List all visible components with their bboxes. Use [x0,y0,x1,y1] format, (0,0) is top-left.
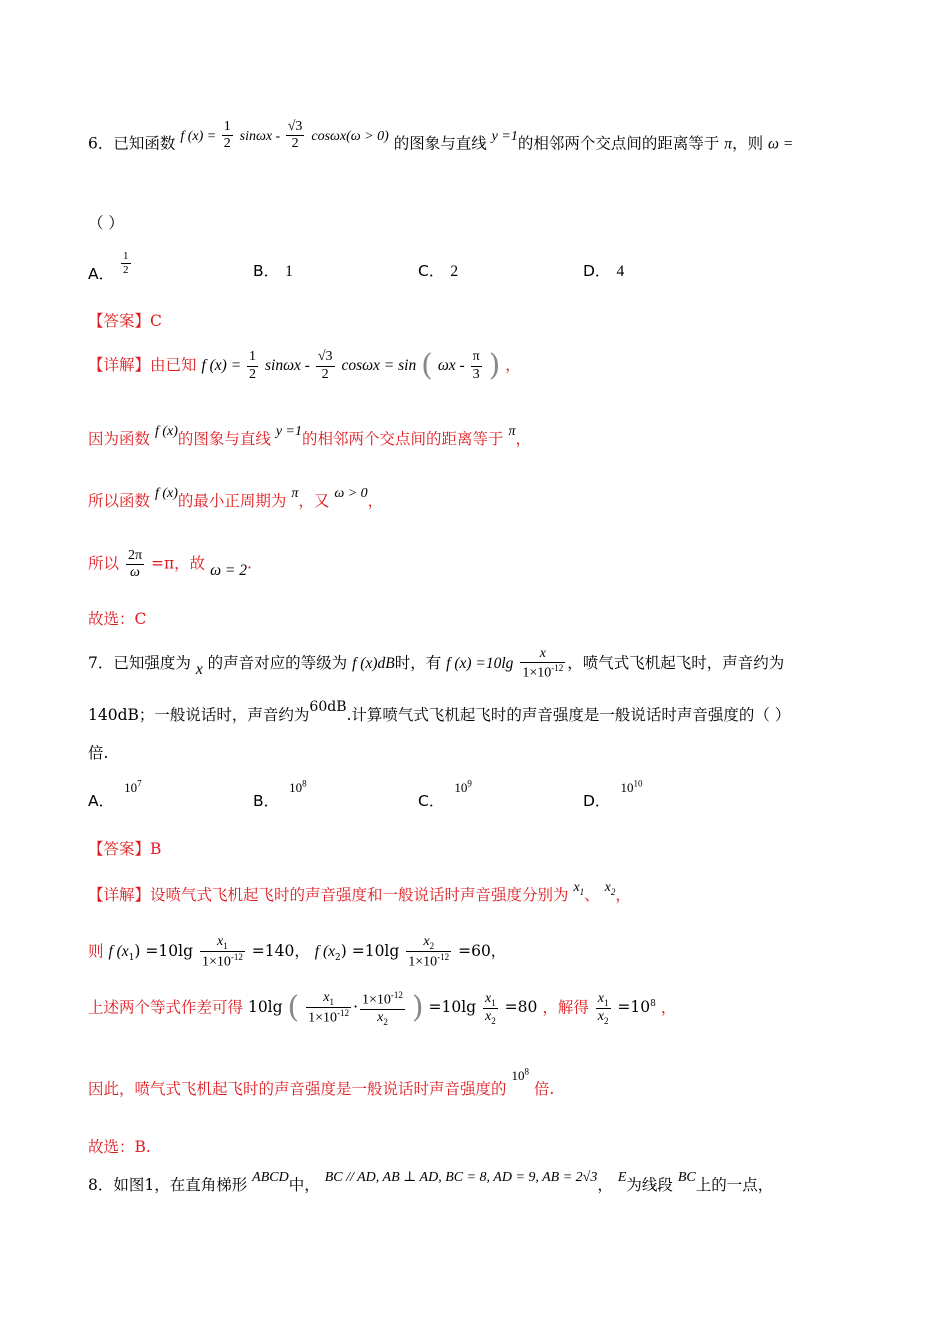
q6-choose: 故选：C [88,610,147,628]
q6-option-b[interactable]: B． 1 [253,262,293,280]
q6-stem [88,119,794,161]
q6-text4: ，则 [732,134,764,153]
q7-stem-3: 倍. [88,744,109,762]
q6-option-c[interactable]: C． 2 [418,262,459,280]
q6-func: f (x) = [180,128,220,144]
q6-answer: 【答案】C [88,312,162,330]
q6-omega-eq: ω = [768,135,794,153]
q7-detail-2: 则 f $(x_1) =10\lg$ $\frac{x_1}{1\times 10^{-12}}$ =140， f $(x_2) =10\lg$ $\frac{x_2}{1\times 10^{-12}}$ =60， [88,934,507,970]
q6-text2: 的图象与直线 [393,134,487,153]
q6-detail-3: 所以函数 f (x)的最小正周期为 π，又 ω > 0， [88,486,384,510]
q7-option-b[interactable]: B．$^{10^8}$ [253,778,307,810]
q7-answer: 【答案】B [88,840,162,858]
q6-options [88,250,788,292]
q6-detail-2: 因为函数 f (x)的图象与直线 y =1的相邻两个交点间的距离等于 π， [88,424,531,448]
q8-stem-1: 8．如图1，在直角梯形 ABCD中， BC // AD, AB ⊥ AD, BC = 8, AD = 9, AB = 2√3， E为线段 BC上的一点， [88,1170,774,1194]
q7-options [88,778,788,822]
q6-text3: 的相邻两个交点间的距离等于 [517,134,720,153]
q7-detail-1: 【详解】设喷气式飞机起飞时的声音强度和一般说话时声音强度分别为 $x_1$、 $x_2$， [88,880,631,904]
q7-detail-4: 因此，喷气式飞机起飞时的声音强度是一般说话时声音强度的 $^{10^8}$ 倍. [88,1066,555,1098]
q6-option-a[interactable]: A． $\frac{1}{2}$ [88,250,129,284]
q7-stem-2: 140dB；一般说话时，声音约为60dB.计算喷气式飞机起飞时的声音强度是一般说话时声音强度的（ ） [88,699,791,724]
q6-part1: sinωx - [239,128,284,144]
q7-option-d[interactable]: D．$^{10^{10}}$ [583,778,643,810]
q6-pi: π [724,135,733,153]
q6-frac1: $\frac{1}{2}$ [223,119,231,152]
q6-line-eq: y =1 [491,128,518,144]
q7-option-c[interactable]: C．$^{10^9}$ [418,778,472,810]
q6-detail-1: 【详解】由已知 f (x) = $\frac{1}{2}$ sinωx - $\frac{√3}{2}$ cosωx = sin ( ωx - $\frac{\pi}{3}$ ) ， [88,348,521,383]
q6-paren: （ ） [88,214,124,232]
q7-detail-3: 上述两个等式作差可得 10lg ( $\frac{x_1}{1\times 10^{-12}}$ · $\frac{1\times 10^{-12}}{x_2}$ ) =10lg $\frac{x_1}{x_2}$ =80 ，解得 $\frac{x_1}{x_2}$ $=10^8$ ， [88,990,677,1027]
q7-stem-1: 7．已知强度为 x 的声音对应的等级为 f (x)dB时，有 f (x) =10lg $\frac{x}{1\times 10^{-12}}$ ，喷气式飞机起飞时，声音约为 [88,646,785,681]
q6-option-d[interactable]: D． 4 [583,262,625,280]
q7-option-a[interactable]: A．$^{10^7}$ [88,778,142,810]
q6-detail-label: 【详解】由已知 [88,356,197,374]
q6-frac2: $\frac{√3}{2}$ [287,119,303,152]
q7-choose: 故选：B. [88,1138,151,1156]
q6-number: 6．已知函数 [88,134,176,153]
q6-detail-4: 所以 $\frac{2\pi}{\omega}$ =π，故 ω = 2. [88,548,252,581]
q6-part2: cosωx(ω > 0) [311,128,389,144]
